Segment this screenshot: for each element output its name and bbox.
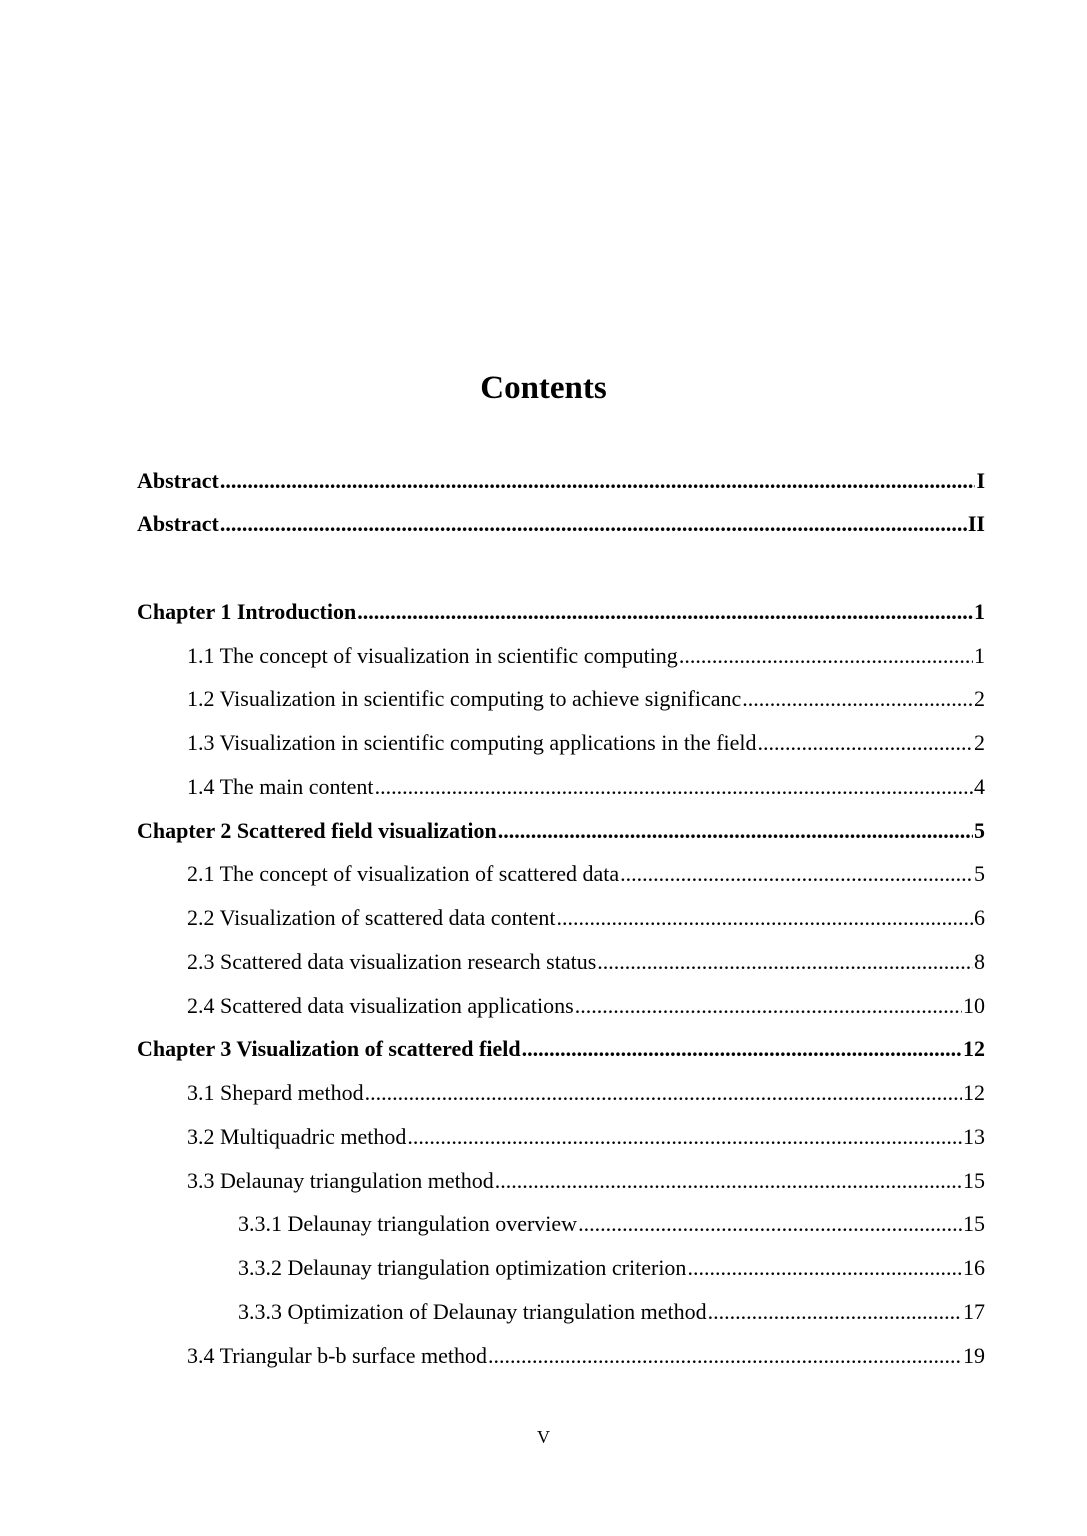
- toc-dot-leader: [357, 597, 973, 627]
- toc-entry-page: 13: [963, 1124, 985, 1149]
- toc-entry-page: 19: [963, 1343, 985, 1368]
- toc-entry-label: 2.1 The concept of visualization of scattered data: [187, 861, 620, 886]
- toc-entry-section-3-3-3[interactable]: [238, 1297, 985, 1327]
- toc-entry-page: 6: [974, 905, 985, 930]
- toc-entry-label: Chapter 3 Visualization of scattered field: [137, 1036, 521, 1061]
- toc-entry-section-1-1[interactable]: [187, 641, 985, 671]
- toc-dot-leader: [679, 641, 973, 671]
- toc-dot-leader: [365, 1078, 962, 1108]
- toc-dot-leader: [687, 1253, 962, 1283]
- toc-entry-page: 16: [963, 1255, 985, 1280]
- toc-entry-page: 12: [963, 1080, 985, 1105]
- toc-entry-page: I: [976, 468, 985, 493]
- toc-dot-leader: [522, 1034, 962, 1064]
- toc-entry-label: Chapter 1 Introduction: [137, 599, 357, 624]
- toc-entry-section-2-1[interactable]: [187, 859, 985, 889]
- toc-entry-section-2-3[interactable]: [187, 947, 985, 977]
- page-number: V: [537, 1427, 550, 1447]
- toc-dot-leader: [220, 509, 967, 539]
- toc-entry-section-1-3[interactable]: [187, 728, 985, 758]
- toc-entry-section-3-3-1[interactable]: [238, 1209, 985, 1239]
- toc-dot-leader: [578, 1209, 962, 1239]
- toc-entry-page: 1: [974, 643, 985, 668]
- toc-entry-page: 1: [974, 599, 985, 624]
- toc-entry-label: 3.3 Delaunay triangulation method: [187, 1168, 494, 1193]
- toc-dot-leader: [220, 466, 976, 496]
- toc-entry-page: 4: [974, 774, 985, 799]
- toc-entry-label: 2.2 Visualization of scattered data content: [187, 905, 556, 930]
- toc-entry-label: 3.4 Triangular b-b surface method: [187, 1343, 487, 1368]
- toc-entry-label: 1.3 Visualization in scientific computing applications in the field: [187, 730, 757, 755]
- toc-entry-abstract-en[interactable]: [137, 509, 985, 539]
- toc-entry-section-3-1[interactable]: [187, 1078, 985, 1108]
- toc-dot-leader: [488, 1341, 962, 1371]
- toc-entry-page: 2: [974, 686, 985, 711]
- toc-entry-label: Abstract: [137, 468, 219, 493]
- toc-entry-section-1-4[interactable]: [187, 772, 985, 802]
- toc-dot-leader: [758, 728, 973, 758]
- toc-entry-label: 3.1 Shepard method: [187, 1080, 364, 1105]
- toc-entry-section-3-4[interactable]: [187, 1341, 985, 1371]
- toc-entry-label: 2.3 Scattered data visualization research status: [187, 949, 597, 974]
- toc-entry-section-3-3[interactable]: [187, 1166, 985, 1196]
- toc-entry-section-3-3-2[interactable]: [238, 1253, 985, 1283]
- toc-entry-page: 8: [974, 949, 985, 974]
- toc-entry-label: 1.4 The main content: [187, 774, 374, 799]
- toc-entry-label: 1.2 Visualization in scientific computing to achieve significanc: [187, 686, 742, 711]
- toc-dot-leader: [375, 772, 973, 802]
- toc-entry-section-2-4[interactable]: [187, 991, 985, 1021]
- toc-entry-chapter-3[interactable]: [137, 1034, 985, 1064]
- toc-dot-leader: [742, 684, 973, 714]
- toc-dot-leader: [575, 991, 962, 1021]
- toc-dot-leader: [708, 1297, 962, 1327]
- toc-entry-page: 15: [963, 1211, 985, 1236]
- toc-entry-chapter-2[interactable]: [137, 816, 985, 846]
- toc-dot-leader: [498, 816, 973, 846]
- toc-dot-leader: [597, 947, 973, 977]
- toc-entry-page: 5: [974, 861, 985, 886]
- toc-entry-page: 15: [963, 1168, 985, 1193]
- toc-dot-leader: [620, 859, 973, 889]
- toc-entry-page: II: [967, 511, 985, 536]
- toc-entry-page: 2: [974, 730, 985, 755]
- toc-entry-label: 3.3.2 Delaunay triangulation optimization criterion: [238, 1255, 687, 1280]
- toc-entry-label: Abstract: [137, 511, 219, 536]
- page-title: Contents: [480, 370, 607, 406]
- toc-entry-page: 5: [974, 818, 985, 843]
- toc-entry-chapter-1[interactable]: [137, 597, 985, 627]
- toc-entry-page: 12: [963, 1036, 985, 1061]
- toc-entry-label: 3.2 Multiquadric method: [187, 1124, 407, 1149]
- toc-dot-leader: [556, 903, 973, 933]
- toc-entry-page: 17: [963, 1299, 985, 1324]
- toc-entry-section-2-2[interactable]: [187, 903, 985, 933]
- toc-entry-page: 10: [963, 993, 985, 1018]
- toc-entry-section-3-2[interactable]: [187, 1122, 985, 1152]
- toc-entry-label: 3.3.1 Delaunay triangulation overview: [238, 1211, 578, 1236]
- toc-entry-abstract-cn[interactable]: [137, 466, 985, 496]
- toc-dot-leader: [495, 1166, 962, 1196]
- toc-entry-label: 1.1 The concept of visualization in scientific computing: [187, 643, 678, 668]
- toc-dot-leader: [407, 1122, 962, 1152]
- toc-entry-label: 3.3.3 Optimization of Delaunay triangulation method: [238, 1299, 707, 1324]
- toc-entry-label: 2.4 Scattered data visualization applications: [187, 993, 574, 1018]
- toc-entry-label: Chapter 2 Scattered field visualization: [137, 818, 497, 843]
- toc-entry-section-1-2[interactable]: [187, 684, 985, 714]
